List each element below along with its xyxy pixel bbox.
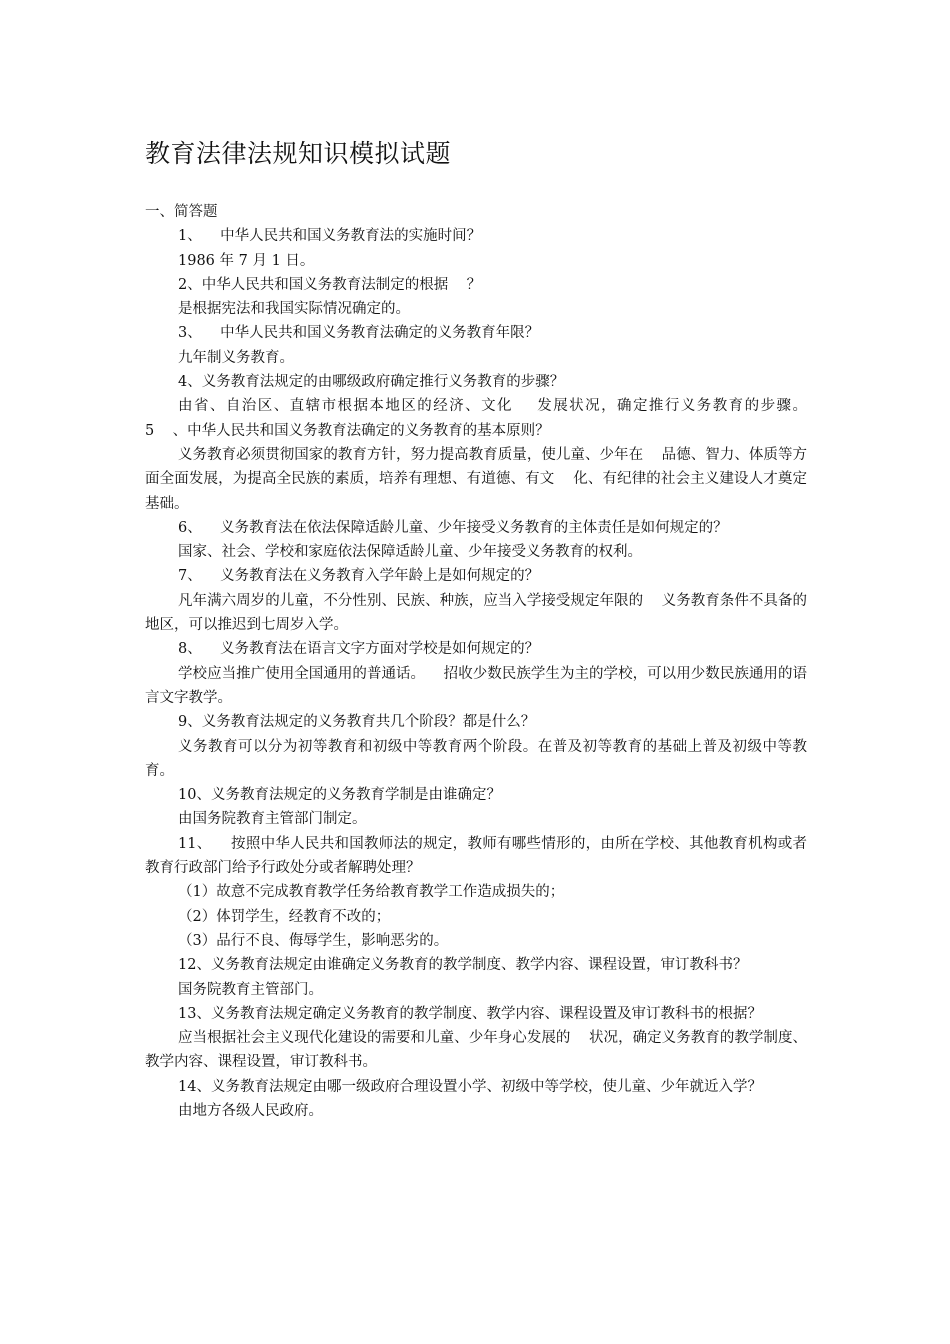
answer-11-item-1: （1）故意不完成教育教学任务给教育教学工作造成损失的； [178, 884, 565, 901]
question-10: 10、义务教育法规定的义务教育学制是由谁确定？ [178, 787, 501, 804]
question-11: 11、 按照中华人民共和国教师法的规定，教师有哪些情形的，由所在学校、其他教育机构或者教育行政部门给予行政处分或者解聘处理？ [145, 835, 807, 877]
question-9: 9、义务教育法规定的义务教育共几个阶段？都是什么？ [178, 714, 536, 731]
answer-6: 国家、社会、学校和家庭依法保障适龄儿童、少年接受义务教育的权利。 [178, 544, 642, 561]
answer-9: 义务教育可以分为初等教育和初级中等教育两个阶段。在普及初等教育的基础上普及初级中等教育。 [145, 738, 807, 779]
question-1: 1、 中华人民共和国义务教育法的实施时间？ [178, 228, 482, 245]
answer-12: 国务院教育主管部门。 [178, 981, 323, 998]
answer-13: 应当根据社会主义现代化建设的需要和儿童、少年身心发展的 状况，确定义务教育的教学制度、教学内容、课程设置，审订教科书。 [145, 1030, 807, 1071]
answer-14: 由地方各级人民政府。 [178, 1102, 323, 1119]
answer-4-question-5: 由省、自治区、直辖市根据本地区的经济、文化 发展状况，确定推行义务教育的步骤。 5 、中华人民共和国义务教育法确定的义务教育的基本原则？ [145, 398, 872, 439]
question-8: 8、 义务教育法在语言文字方面对学校是如何规定的？ [178, 641, 540, 658]
question-6: 6、 义务教育法在依法保障适龄儿童、少年接受义务教育的主体责任是如何规定的？ [178, 519, 728, 536]
document-body [145, 200, 872, 1123]
question-13: 13、义务教育法规定确定义务教育的教学制度、教学内容、课程设置及审订教科书的根据？ [178, 1005, 762, 1022]
question-7: 7、 义务教育法在义务教育入学年龄上是如何规定的？ [178, 568, 540, 585]
question-2: 2、中华人民共和国义务教育法制定的根据 ？ [178, 276, 482, 293]
answer-11-item-2: （2）体罚学生，经教育不改的； [178, 908, 391, 925]
question-3: 3、 中华人民共和国义务教育法确定的义务教育年限？ [178, 325, 540, 342]
answer-10: 由国务院教育主管部门制定。 [178, 811, 367, 828]
answer-8: 学校应当推广使用全国通用的普通话。 招收少数民族学生为主的学校，可以用少数民族通用的语言文字教学。 [145, 665, 807, 706]
question-14: 14、义务教育法规定由哪一级政府合理设置小学、初级中等学校，使儿童、少年就近入学？ [178, 1078, 762, 1095]
document-title: 教育法律法规知识模拟试题 [145, 139, 452, 168]
answer-3: 九年制义务教育。 [178, 349, 294, 366]
question-12: 12、义务教育法规定由谁确定义务教育的教学制度、教学内容、课程设置，审订教科书？ [178, 957, 748, 974]
answer-11-item-3: （3）品行不良、侮辱学生，影响恶劣的。 [178, 932, 449, 949]
section-heading: 一、简答题 [145, 204, 218, 220]
answer-5: 义务教育必须贯彻国家的教育方针，努力提高教育质量，使儿童、少年在 品德、智力、体质等方面全面发展，为提高全民族的素质，培养有理想、有道德、有文 化、有纪律的社会主义建设人才奠定基础。 [145, 446, 807, 512]
answer-7: 凡年满六周岁的儿童，不分性别、民族、种族，应当入学接受规定年限的 义务教育条件不具备的地区，可以推迟到七周岁入学。 [145, 592, 807, 634]
answer-2: 是根据宪法和我国实际情况确定的。 [178, 301, 410, 318]
question-4: 4、义务教育法规定的由哪级政府确定推行义务教育的步骤？ [178, 374, 565, 391]
answer-1: 1986 年 7 月 1 日。 [178, 252, 315, 269]
